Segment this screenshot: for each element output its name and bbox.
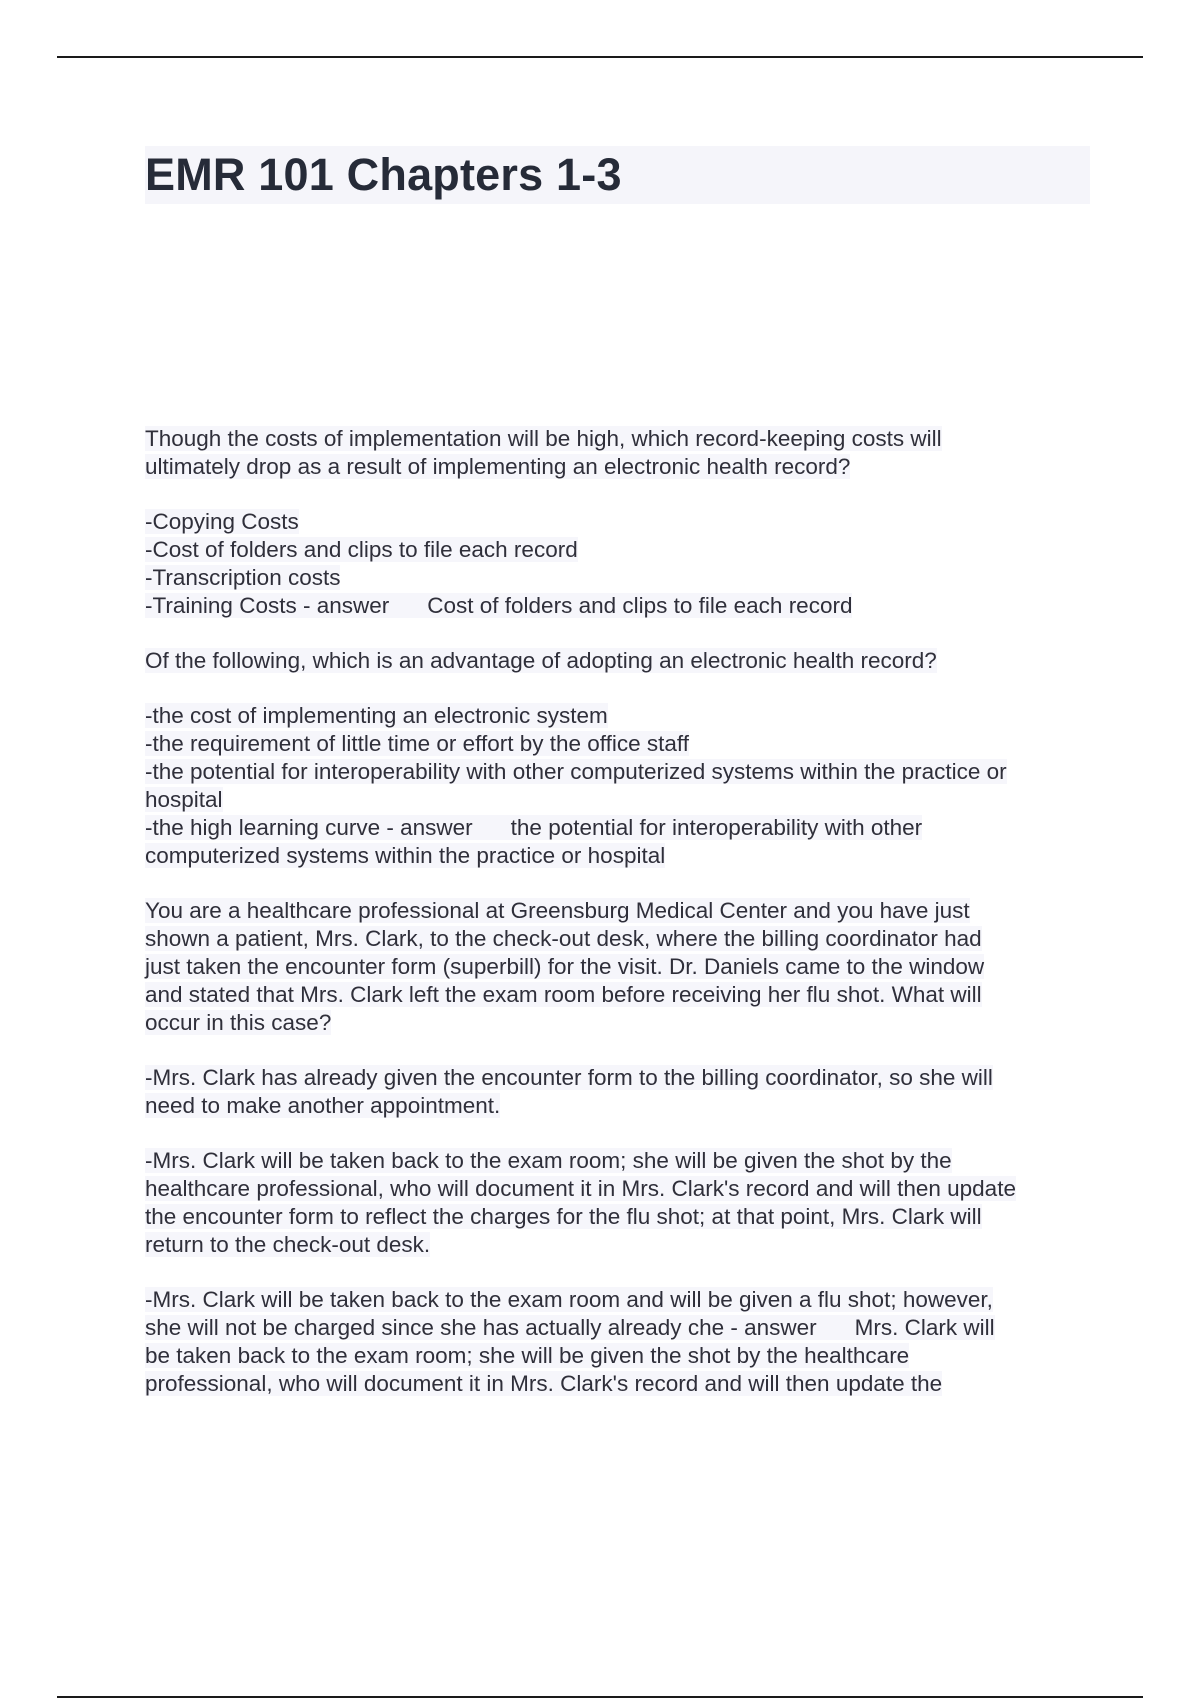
question-2 (145, 647, 1090, 675)
question-3-text-line: occur in this case? (145, 1010, 332, 1035)
document-body (145, 425, 1090, 1425)
page-title: EMR 101 Chapters 1-3 (145, 149, 622, 200)
answer-text: Cost of folders and clips to file each record (427, 593, 853, 618)
option-line: -Mrs. Clark will be taken back to the exam room; she will be given the shot by the (145, 1148, 952, 1173)
option-line: the encounter form to reflect the charges for the flu shot; at that point, Mrs. Clark will (145, 1204, 982, 1229)
option-line: -the cost of implementing an electronic system (145, 703, 608, 728)
question-2-text-line: Of the following, which is an advantage of adopting an electronic health record? (145, 648, 937, 673)
question-3-option-c (145, 1286, 1090, 1398)
question-3-option-a (145, 1064, 1090, 1120)
option-line: -Mrs. Clark will be taken back to the exam room and will be given a flu shot; however, (145, 1287, 993, 1312)
option-line: need to make another appointment. (145, 1093, 501, 1118)
question-3-text-line: shown a patient, Mrs. Clark, to the check-out desk, where the billing coordinator had (145, 926, 982, 951)
bottom-rule (57, 1696, 1143, 1698)
option-line: -Transcription costs (145, 565, 341, 590)
option-line: -the high learning curve - answer (145, 815, 473, 840)
option-line: -Cost of folders and clips to file each record (145, 537, 578, 562)
option-line: -Training Costs - answer (145, 593, 390, 618)
question-1-text-line: Though the costs of implementation will be high, which record-keeping costs will (145, 426, 942, 451)
option-line: -the requirement of little time or effort by the office staff (145, 731, 690, 756)
question-2-options (145, 702, 1090, 870)
option-line: hospital (145, 787, 223, 812)
answer-text: professional, who will document it in Mrs. Clark's record and will then update the (145, 1371, 943, 1396)
answer-text: be taken back to the exam room; she will be given the shot by the healthcare (145, 1343, 910, 1368)
question-1-text-line: ultimately drop as a result of implementing an electronic health record? (145, 454, 851, 479)
question-1-options (145, 508, 1090, 620)
question-3-text-line: and stated that Mrs. Clark left the exam room before receiving her flu shot. What will (145, 982, 982, 1007)
question-1 (145, 425, 1090, 481)
option-line: return to the check-out desk. (145, 1232, 431, 1257)
option-line: -the potential for interoperability with other computerized systems within the practice or (145, 759, 1007, 784)
answer-text: Mrs. Clark will (854, 1315, 995, 1340)
question-3-text-line: You are a healthcare professional at Greensburg Medical Center and you have just (145, 898, 970, 923)
option-line: -Mrs. Clark has already given the encounter form to the billing coordinator, so she will (145, 1065, 993, 1090)
answer-text: computerized systems within the practice or hospital (145, 843, 666, 868)
question-3-text-line: just taken the encounter form (superbill) for the visit. Dr. Daniels came to the window (145, 954, 985, 979)
option-line: healthcare professional, who will document it in Mrs. Clark's record and will then update (145, 1176, 1016, 1201)
answer-text: the potential for interoperability with other (510, 815, 923, 840)
top-rule (57, 56, 1143, 58)
question-3-option-b (145, 1147, 1090, 1259)
option-line: -Copying Costs (145, 509, 299, 534)
option-line: she will not be charged since she has actually already che - answer (145, 1315, 817, 1340)
question-3 (145, 897, 1090, 1037)
